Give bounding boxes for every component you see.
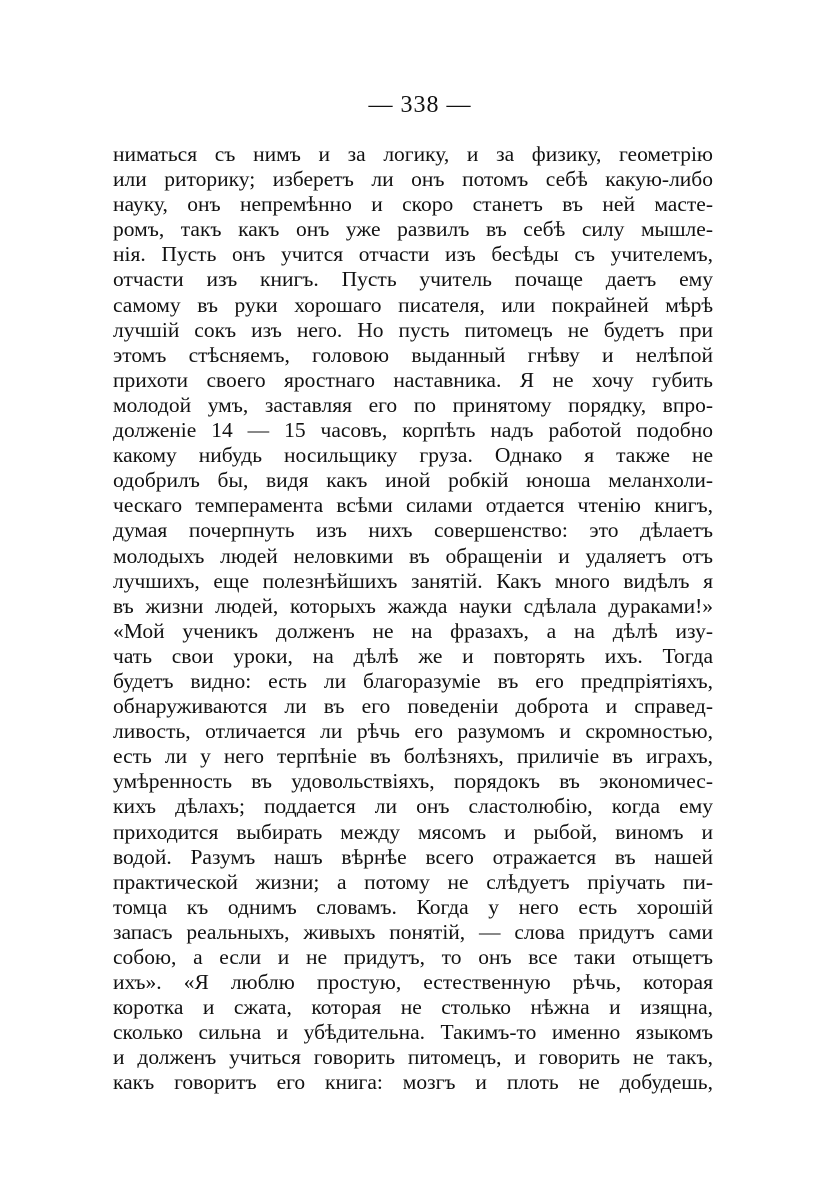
text-line: лучшій сокъ изъ него. Но пусть питомецъ не будетъ при <box>113 317 713 342</box>
text-line: томца къ однимъ словамъ. Когда у него есть хорошій <box>113 894 713 919</box>
text-line: водой. Разумъ нашъ вѣрнѣе всего отражается въ нашей <box>113 844 713 869</box>
text-line: долженіе 14 — 15 часовъ, корпѣть надъ работой подобно <box>113 418 713 443</box>
text-line: сколько сильна и убѣдительна. Такимъ-то именно языкомъ <box>113 1020 713 1045</box>
text-line: этомъ стѣсняемъ, головою выданный гнѣву и нелѣпой <box>113 342 713 367</box>
text-line: прихоти своего яростнаго наставника. Я не хочу губить <box>113 367 713 392</box>
text-line: запасъ реальныхъ, живыхъ понятій, — слова придутъ сами <box>113 919 713 944</box>
text-line: ливость, отличается ли рѣчь его разумомъ и скромностью, <box>113 719 713 744</box>
text-line: собою, а если и не придутъ, то онъ все таки отыщетъ <box>113 945 713 969</box>
text-line: какому нибудь носильщику груза. Однако я также не <box>113 443 713 468</box>
text-line: или риторику; изберетъ ли онъ потомъ себѣ какую-либо <box>113 167 713 192</box>
text-line: лучшихъ, еще полезнѣйшихъ занятій. Какъ много видѣлъ я <box>113 568 713 593</box>
text-line: въ жизни людей, которыхъ жажда науки сдѣлала дураками!» <box>113 593 713 618</box>
text-line: умѣренность въ удовольствіяхъ, порядокъ въ экономичес- <box>113 769 713 794</box>
text-line: практической жизни; а потому не слѣдуетъ пріучать пи- <box>113 869 713 894</box>
body-text <box>113 142 713 1096</box>
text-line: есть ли у него терпѣніе въ болѣзняхъ, приличіе въ играхъ, <box>113 744 713 769</box>
text-line: какъ говоритъ его книга: мозгъ и плоть не добудешь, <box>113 1070 713 1095</box>
text-line: думая почерпнуть изъ нихъ совершенство: это дѣлаетъ <box>113 518 713 543</box>
text-line: одобрилъ бы, видя какъ иной робкій юноша меланхоли- <box>113 468 713 493</box>
text-line: молодыхъ людей неловкими въ обращеніи и удаляетъ отъ <box>113 543 713 568</box>
text-line: будетъ видно: есть ли благоразуміе въ его предпріятіяхъ, <box>113 668 713 693</box>
text-line: кихъ дѣлахъ; поддается ли онъ сластолюбію, когда ему <box>113 794 713 819</box>
text-line: самому въ руки хорошаго писателя, или покрайней мѣрѣ <box>113 292 713 317</box>
text-line: науку, онъ непремѣнно и скоро станетъ въ ней масте- <box>113 192 713 217</box>
text-line: «Мой ученикъ долженъ не на фразахъ, а на дѣлѣ изу- <box>113 618 713 643</box>
text-line: ниматься съ нимъ и за логику, и за физику, геометрію <box>113 142 713 166</box>
text-line: коротка и сжата, которая не столько нѣжна и изящна, <box>113 995 713 1020</box>
text-line: обнаруживаются ли въ его поведеніи доброта и справед- <box>113 694 713 719</box>
text-line: ческаго темперамента всѣми силами отдается чтенію книгъ, <box>113 493 713 518</box>
text-line: ихъ». «Я люблю простую, естественную рѣчь, которая <box>113 970 713 995</box>
text-line: молодой умъ, заставляя его по принятому порядку, впро- <box>113 392 713 417</box>
text-line: и долженъ учиться говорить питомецъ, и говорить не такъ, <box>113 1045 713 1070</box>
text-line: ромъ, такъ какъ онъ уже развилъ въ себѣ силу мышле- <box>113 217 713 242</box>
text-line: нія. Пусть онъ учится отчасти изъ бесѣды съ учителемъ, <box>113 242 713 267</box>
text-line: чать свои уроки, на дѣлѣ же и повторять ихъ. Тогда <box>113 643 713 668</box>
page-number: — 338 — <box>368 92 472 118</box>
text-line: отчасти изъ книгъ. Пусть учитель почаще даетъ ему <box>113 267 713 292</box>
text-line: приходится выбирать между мясомъ и рыбой, виномъ и <box>113 819 713 844</box>
